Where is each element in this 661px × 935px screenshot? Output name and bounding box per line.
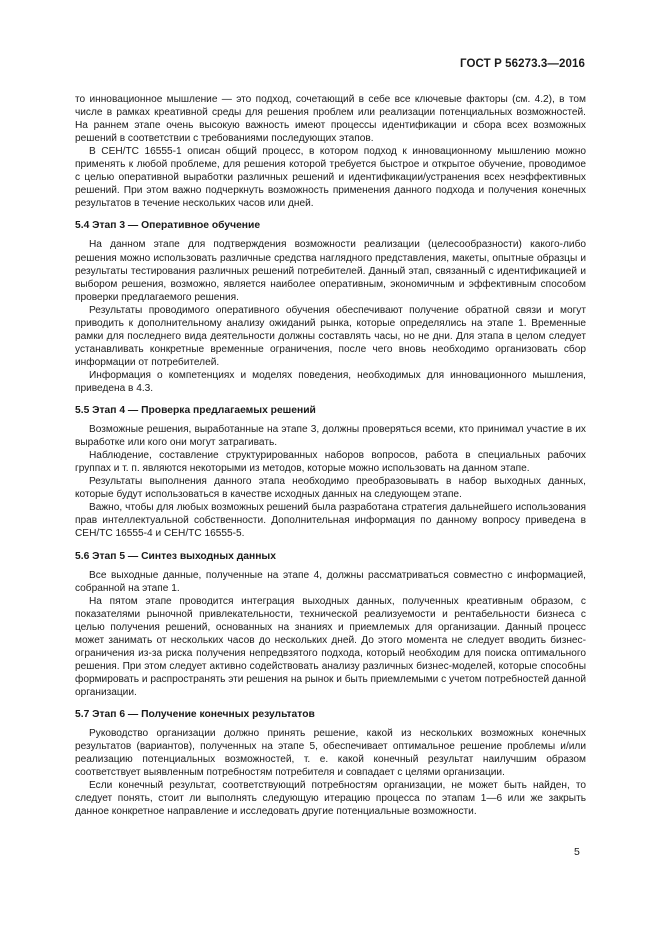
paragraph: Возможные решения, выработанные на этапе 3, должны проверяться всеми, кто принимал участие в их выработке или кого они могут затрагивать. [75, 424, 586, 449]
paragraph: Если конечный результат, соответствующий потребностям организации, не может быть найден, то следует понять, стоит ли выполнять следующую итерацию процесса по этапам 1—6 или же закрыть данное конкретное направление и исследовать другие потенциальные возможности. [75, 780, 586, 818]
paragraph: На данном этапе для подтверждения возможности реализации (целесообразности) какого-либо решения можно использовать различные средства наглядного представления, макеты, опытные образцы и результаты тестирования различных решений потребителей. Данный этап, связанный с идентификацией и выбором решения, возможно, является наиболее оперативным, экономичным и эффективным способом проверки предлагаемого решения. [75, 239, 586, 303]
paragraph: На пятом этапе проводится интеграция выходных данных, полученных креативным образом, с показателями рыночной привлекательности, технической реализуемости и рентабельности бизнеса с целью получения решений, основанных на знаниях и приемлемых для организации. Данный процесс может занимать от нескольких часов до нескольких дней. До этого момента не следует вводить бизнес-ограничения из-за риска получения непредвзятого подхода, который необходим для поиска оптимального решения. При этом следует активно содействовать анализу различных бизнес-моделей, которые способны формировать и распространять эти решения на рынок и быть приемлемыми с учетом потребностей данной организации. [75, 595, 586, 698]
paragraph: Результаты выполнения данного этапа необходимо преобразовывать в набор выходных данных, которые будут использоваться в качестве исходных данных на следующем этапе. [75, 476, 586, 501]
section-heading-5-5: 5.5 Этап 4 — Проверка предлагаемых решений [75, 405, 316, 417]
paragraph: то инновационное мышление — это подход, сочетающий в себе все ключевые факторы (см. 4.2), в том числе в рамках креативной среды для решения проблем или реализации потенциальных возможностей. На раннем этапе очень высокую важность имеют процессы идентификации и сбора всех возможных решений в соответствии с требованиями последующих этапов. [75, 94, 586, 145]
body-text [75, 93, 586, 818]
paragraph: Руководство организации должно принять решение, какой из нескольких возможных конечных результатов (вариантов), полученных на этапе 5, обеспечивает оптимальное решение проблемы и/или реализацию потенциальных возможностей, т. е. какой конечный результат наилучшим образом соответствует выявленным потребностям потребителя и совпадает с целями организации. [75, 728, 586, 779]
paragraph: Все выходные данные, полученные на этапе 4, должны рассматриваться совместно с информацией, собранной на этапе 1. [75, 569, 586, 594]
section-heading-5-6: 5.6 Этап 5 — Синтез выходных данных [75, 550, 276, 562]
section-heading-5-7: 5.7 Этап 6 — Получение конечных результатов [75, 709, 315, 721]
paragraph: Наблюдение, составление структурированных наборов вопросов, работа в специальных рабочих группах и т. п. являются некоторыми из методов, которые можно использовать на данном этапе. [75, 450, 586, 475]
paragraph: Важно, чтобы для любых возможных решений была разработана стратегия дальнейшего использования прав интеллектуальной собственности. Дополнительная информация по данному вопросу приведена в СЕН/ТС 16555-4 и СЕН/ТС 16555-5. [75, 502, 586, 540]
paragraph: В СЕН/ТС 16555-1 описан общий процесс, в котором подход к инновационному мышлению можно применять к любой проблеме, для решения которой требуется быстрое и открытое обучение, проводимое с целью оперативной выработки различных решений и идентификации/устранения всех неэффективных решений. При этом важно подчеркнуть возможность применения данного подхода и получения конечных результатов в течение нескольких часов или дней. [75, 146, 586, 210]
page-number: 5 [574, 846, 580, 858]
paragraph: Информация о компетенциях и моделях поведения, необходимых для инновационного мышления, приведена в 4.3. [75, 369, 586, 394]
paragraph: Результаты проводимого оперативного обучения обеспечивают получение обратной связи и могут приводить к дополнительному анализу ожиданий рынка, которые определялись на этапе 1. Временные рамки для последнего вида деятельности должны составлять часы, но не дни. Для этапа в целом следует устанавливать конкретные временные ограничения, после чего вновь необходимо организовать сбор информации от потребителей. [75, 304, 586, 368]
section-heading-5-4: 5.4 Этап 3 — Оперативное обучение [75, 220, 261, 232]
standard-designation: ГОСТ Р 56273.3—2016 [460, 58, 585, 70]
